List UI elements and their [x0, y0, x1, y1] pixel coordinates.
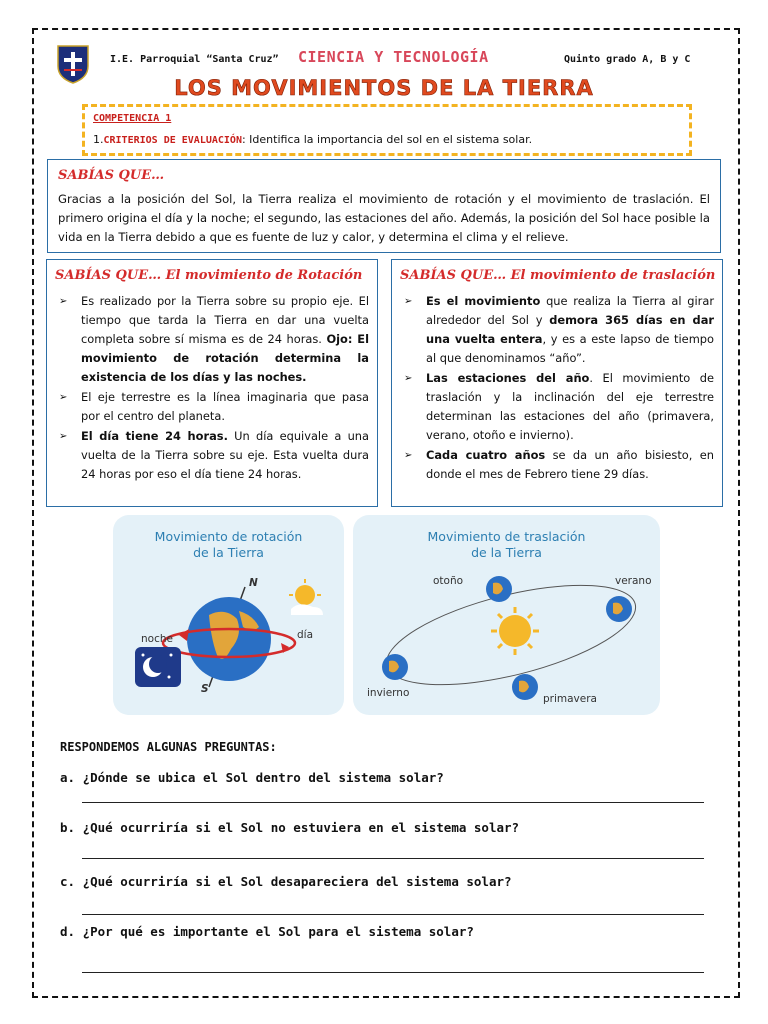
sabias-que-box: [47, 159, 721, 253]
traslacion-illustration: [353, 515, 660, 715]
otono-label: otoño: [433, 575, 464, 587]
list-item: ➢ El eje terrestre es la línea imaginaria que pasa por el centro del planeta.: [59, 390, 369, 423]
arrow-bullet-icon: ➢: [59, 296, 68, 307]
traslacion-list: [402, 292, 714, 485]
north-label: N: [249, 577, 258, 589]
answer-line-d[interactable]: [82, 972, 704, 973]
list-item: ➢ Las estaciones del año. El movimiento de traslación y la inclinación del eje terrestre determinan las estaciones del año (primavera, verano, otoño e invierno).: [404, 371, 714, 442]
criterio-label: CRITERIOS DE EVALUACIÓN: [103, 135, 242, 146]
criterio-number: 1.: [93, 133, 104, 146]
questions-section: [60, 740, 720, 939]
primavera-label: primavera: [543, 693, 597, 705]
criterio-text: : Identifica la importancia del sol en el sistema solar.: [241, 133, 533, 146]
list-item: ➢ Cada cuatro años se da un año bisiesto, en donde el mes de Febrero tiene 29 días.: [404, 448, 714, 481]
rotacion-list: [57, 292, 369, 485]
question-a: a. ¿Dónde se ubica el Sol dentro del sistema solar?: [60, 770, 444, 785]
earth-orbit-icon: [353, 515, 660, 715]
list-item: ➢ El día tiene 24 horas. Un día equivale a una vuelta de la Tierra sobre su eje. Esta vuelta dura 24 horas por eso el día tiene 24 horas.: [59, 429, 369, 481]
traslacion-box: [391, 259, 723, 507]
competencia-title: COMPETENCIA 1: [93, 113, 172, 124]
rotacion-box: [46, 259, 378, 507]
list-item: ➢ Es el movimiento que realiza la Tierra al girar alrededor del Sol y demora 365 días en dar una vuelta entera, y es a este lapso de tiempo al que denominamos “año”.: [404, 294, 714, 365]
subject-title: CIENCIA Y TECNOLOGÍA: [298, 48, 489, 66]
rotacion-illustration: [113, 515, 344, 715]
answer-line-c[interactable]: [82, 914, 704, 915]
arrow-bullet-icon: ➢: [59, 431, 68, 442]
rotacion-illustration-title: Movimiento de rotación de la Tierra: [154, 529, 303, 560]
invierno-label: invierno: [367, 687, 410, 699]
sabias-que-title: SABÍAS QUE…: [58, 168, 165, 183]
traslacion-title: SABÍAS QUE… El movimiento de traslación: [400, 268, 716, 283]
south-label: S: [201, 683, 209, 695]
noche-label: noche: [141, 633, 173, 645]
rotacion-title: SABÍAS QUE… El movimiento de Rotación: [55, 268, 363, 283]
questions-header: RESPONDEMOS ALGUNAS PREGUNTAS:: [60, 740, 277, 754]
page-title: LOS MOVIMIENTOS DE LA TIERRA: [174, 76, 594, 100]
answer-line-a[interactable]: [82, 802, 704, 803]
dia-label: día: [297, 629, 314, 641]
arrow-bullet-icon: ➢: [404, 296, 413, 307]
arrow-bullet-icon: ➢: [404, 373, 413, 384]
traslacion-illustration-title: Movimiento de traslación de la Tierra: [427, 529, 586, 560]
question-d: d. ¿Por qué es importante el Sol para el sistema solar?: [60, 924, 474, 939]
question-c: c. ¿Qué ocurriría si el Sol desapareciera del sistema solar?: [60, 874, 512, 889]
verano-label: verano: [615, 575, 652, 587]
school-name: I.E. Parroquial “Santa Cruz”: [110, 54, 279, 65]
arrow-bullet-icon: ➢: [404, 450, 413, 461]
question-b: b. ¿Qué ocurriría si el Sol no estuviera en el sistema solar?: [60, 820, 520, 835]
arrow-bullet-icon: ➢: [59, 392, 68, 403]
answer-line-b[interactable]: [82, 858, 704, 859]
criterio-line: [93, 133, 532, 146]
competencia-box: [82, 104, 692, 156]
list-item: ➢ Es realizado por la Tierra sobre su propio eje. El tiempo que tarda la Tierra en dar una vuelta completa sobre sí misma es de 24 horas. Ojo: El movimiento de rotación determina la existencia de los días y las noches.: [59, 294, 369, 384]
sabias-que-body: Gracias a la posición del Sol, la Tierra realiza el movimiento de rotación y el movimiento de traslación. El primero origina el día y la noche; el segundo, las estaciones del año. Además, la posición del Sol hace posible la vida en la Tierra debido a que es fuente de luz y calor, y determina el clima y el relieve.: [58, 192, 711, 244]
earth-rotation-icon: [113, 515, 344, 715]
grade-label: Quinto grado A, B y C: [564, 54, 691, 65]
